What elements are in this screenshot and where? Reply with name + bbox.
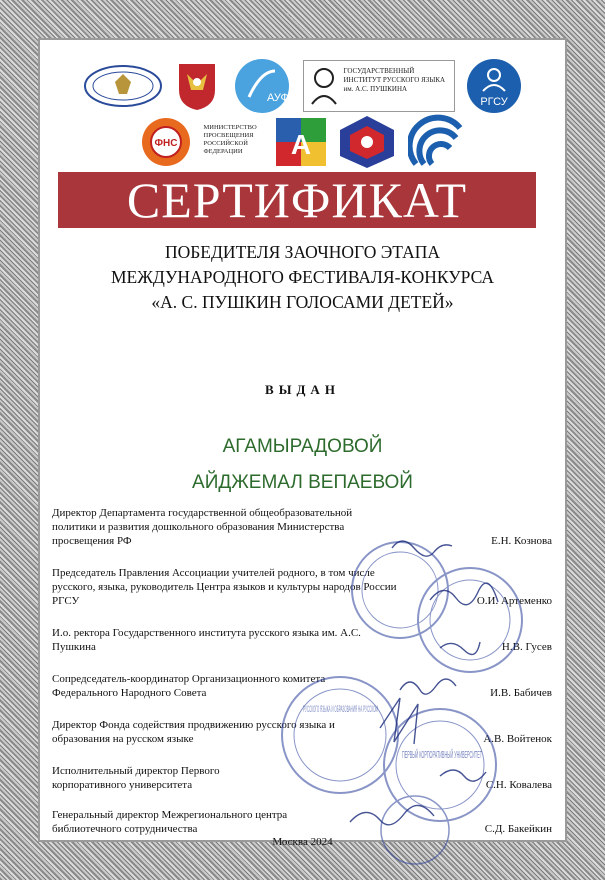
signature-title: И.о. ректора Государственного института русского языка им. А.С. Пушкина [52, 627, 361, 653]
signature-block [52, 808, 552, 836]
recipient-given-name: АЙДЖЕМАЛ ВЕПАЕВОЙ [192, 472, 413, 493]
signature-title: Сопредседатель-координатор Организационного комитета Федерального Народного Совета [52, 673, 326, 699]
recipient-surname: АГАМЫРАДОВОЙ [222, 436, 383, 457]
subtitle-line-2: МЕЖДУНАРОДНОГО ФЕСТИВАЛЯ-КОНКУРСА [110, 267, 495, 287]
eagle-emblem-icon [173, 60, 221, 112]
certificate-subtitle [0, 240, 605, 315]
signature-block [52, 566, 552, 608]
signature-block [52, 672, 552, 700]
svg-text:ФНС: ФНС [154, 138, 177, 149]
logos-row-bottom [0, 112, 605, 172]
ministry-logo-icon [204, 120, 266, 164]
signature-name: А.В. Войтенок [483, 733, 552, 745]
subtitle-line-3: «А. С. ПУШКИН ГОЛОСАМИ ДЕТЕЙ» [151, 292, 454, 312]
svg-text:АУФ: АУФ [266, 92, 289, 104]
signature-name: С.Д. Бакейкин [484, 823, 552, 835]
signature-block [52, 718, 552, 746]
issued-label: ВЫДАН [265, 382, 340, 397]
title-banner [58, 172, 536, 228]
svg-text:А: А [290, 129, 311, 160]
ministry-caption: МИНИСТЕРСТВО ПРОСВЕЩЕНИЯ РОССИЙСКОЙ ФЕДЕРАЦИИ [203, 124, 257, 155]
pushkin-institute-caption: ГОСУДАРСТВЕННЫЙ ИНСТИТУТ РУССКОГО ЯЗЫКА им. А.С. ПУШКИНА [343, 67, 446, 93]
signature-name: Н.В. Гусев [501, 641, 552, 653]
fns-logo-icon [138, 114, 194, 170]
signature-title: Исполнительный директор Первого корпоративного университета [52, 765, 220, 791]
rgsu-logo-icon [465, 57, 523, 115]
signature-title: Директор Департамента государственной общеобразовательной политики и развития дошкольного образования Министерства просвещения РФ [52, 507, 353, 547]
signature-title: Председатель Правления Ассоциации учителей родного, в том числе русского, языка, руководитель Центра языков и культуры народов России РГСУ [52, 567, 397, 607]
subtitle-line-1: ПОБЕДИТЕЛЯ ЗАОЧНОГО ЭТАПА [164, 242, 441, 262]
wave-logo-icon [408, 114, 468, 170]
ministry-emblem-icon [83, 64, 163, 108]
signature-title: Директор Фонда содействия продвижению русского языка и образования на русском языке [52, 719, 335, 745]
signature-block [52, 764, 552, 792]
corporate-university-logo-icon [336, 114, 398, 170]
certificate-title: СЕРТИФИКАТ [126, 172, 468, 228]
signature-title: Генеральный директор Межрегионального центра библиотечного сотрудничества [52, 809, 288, 835]
signature-name: О.И. Артеменко [476, 595, 552, 607]
city-year: Москва 2024 [272, 836, 333, 848]
signature-block [52, 626, 552, 654]
svg-text:РГСУ: РГСУ [479, 96, 508, 108]
logos-row-top [0, 58, 605, 114]
signature-name: С.Н. Ковалева [485, 779, 552, 791]
signature-name: Е.Н. Кознова [491, 535, 552, 547]
foundation-stamp-text: РУССКОГО ЯЗЫКА И ОБРАЗОВАНИЯ НА РУССКОМ [303, 704, 378, 714]
auf-logo-icon [231, 57, 293, 115]
signature-block [52, 506, 552, 548]
signature-name: И.В. Бабичев [490, 687, 552, 699]
a-letter-logo-icon [276, 118, 326, 166]
pushkin-institute-logo-icon [303, 60, 455, 112]
